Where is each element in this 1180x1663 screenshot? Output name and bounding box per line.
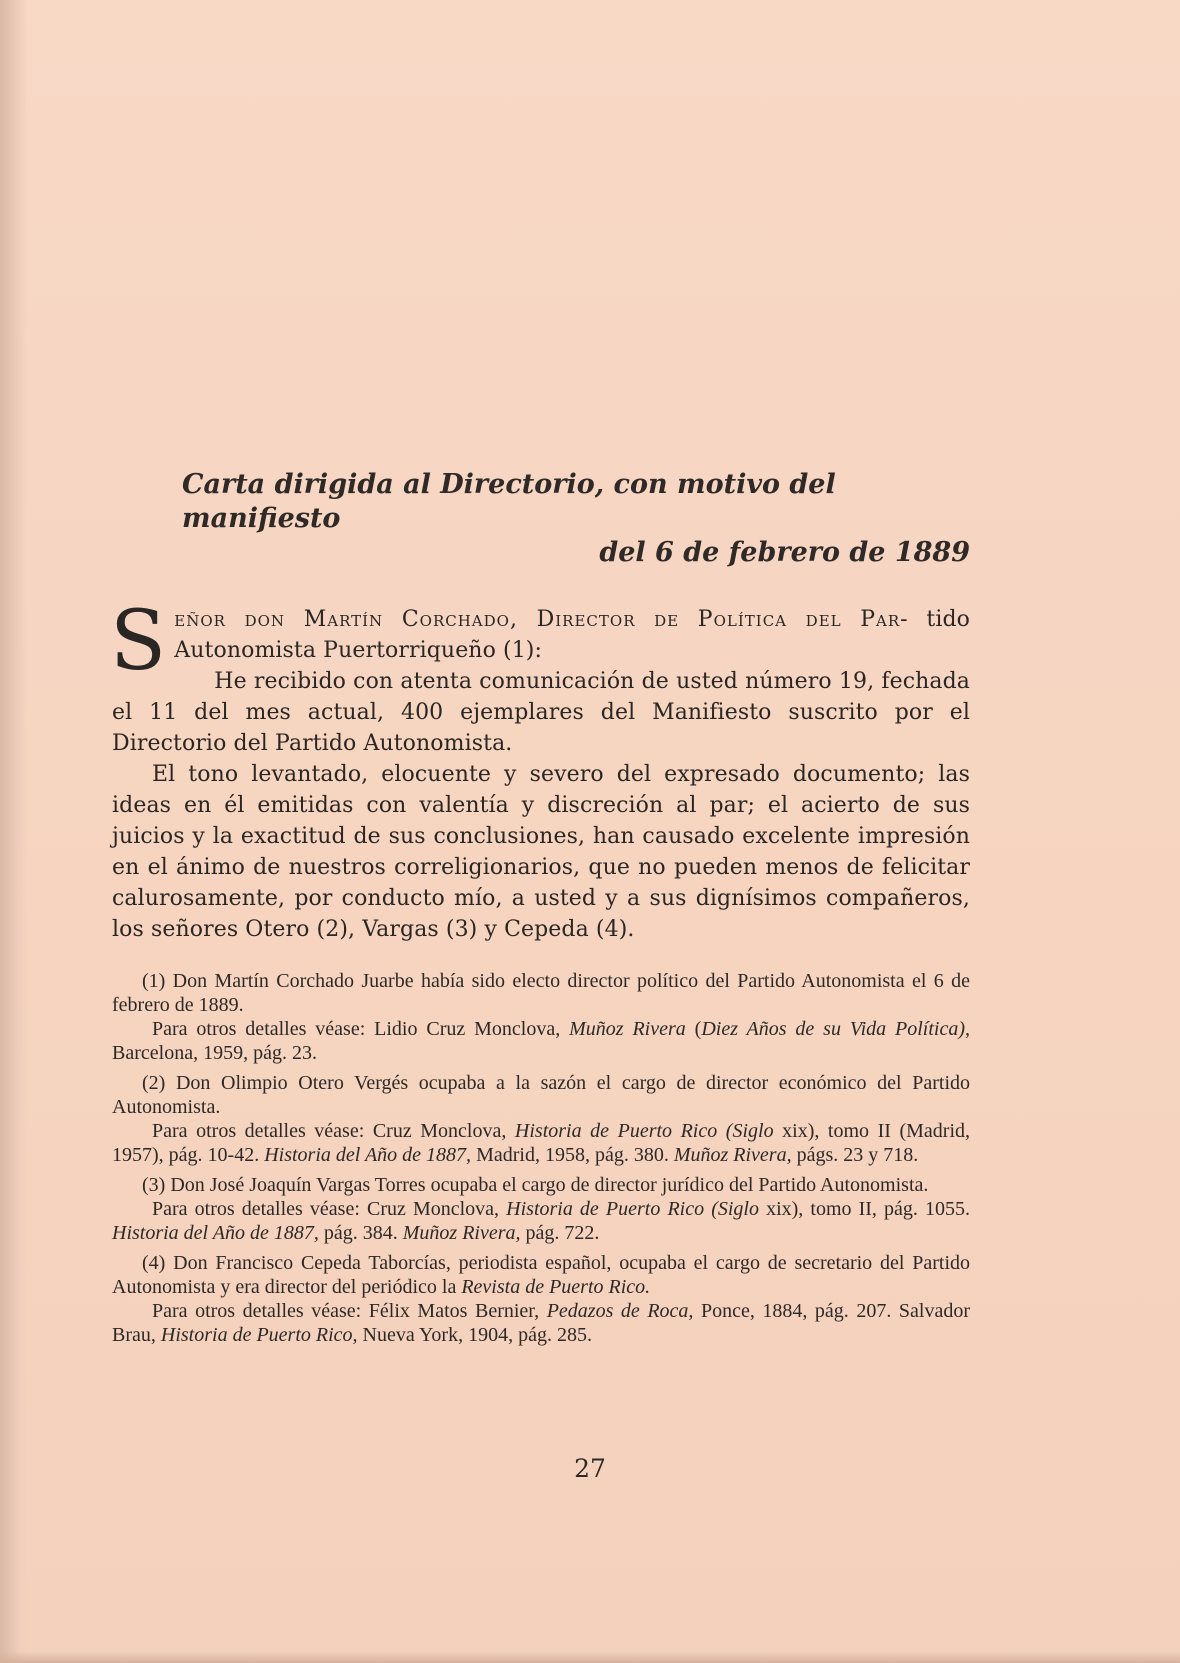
footnote-2-more-suffix: págs. 23 y 718. [791, 1144, 919, 1166]
footnote-2 [112, 1071, 970, 1167]
footnote-1 [112, 969, 970, 1065]
salutation-rest: tido Autonomista Puertorriqueño (1): [174, 607, 970, 663]
footnote-1-more [112, 1017, 970, 1065]
footnote-4-more [112, 1299, 970, 1347]
letter-title [182, 468, 970, 570]
footnote-2-more-mid-2: Madrid, 1958, pág. 380. [471, 1144, 674, 1166]
footnote-4-work-title-1: Pedazos de Roca, [546, 1300, 694, 1322]
footnote-1-more-mid: ( [685, 1018, 702, 1040]
footnote-3-more-mid-2: pág. 384. [318, 1222, 403, 1244]
footnote-1-more-prefix: Para otros detalles véase: Lidio Cruz Monclova, [152, 1018, 570, 1040]
footnote-4 [112, 1251, 970, 1347]
footnote-1-work-title: Muñoz Rivera [569, 1018, 686, 1040]
footnote-3-work-title-3: Muñoz Rivera, [402, 1222, 521, 1244]
footnote-2-more-mid-1: xix), tomo II (Madrid, 1957), pág. 10-42. [112, 1120, 971, 1166]
footnote-2-work-title-2: Historia del Año de 1887, [264, 1144, 472, 1166]
page-bottom-edge [0, 1651, 1180, 1663]
paragraph-1: He recibido con atenta comunicación de usted número 19, fechada el 11 del mes actual, 400 ejemplares del Manifiesto suscrito por el Directorio del Partido Autonomista. [112, 669, 970, 756]
footnotes [112, 969, 970, 1347]
page-number: 27 [574, 1454, 606, 1483]
footnote-4-periodical-title: Revista de Puerto Rico. [461, 1276, 651, 1298]
footnote-4-more-prefix: Para otros detalles véase: Félix Matos Bernier, [152, 1300, 547, 1322]
footnote-3-more-mid-1: xix), tomo II, pág. 1055. [758, 1198, 970, 1220]
footnote-4-work-title-2: Historia de Puerto Rico, [160, 1324, 358, 1346]
page-content [112, 468, 970, 1353]
page-left-edge [0, 0, 28, 1663]
footnote-4-more-suffix: Nueva York, 1904, pág. 285. [357, 1324, 592, 1346]
footnote-2-more [112, 1119, 970, 1167]
footnote-2-main: (2) Don Olimpio Otero Vergés ocupaba a la sazón el cargo de director económico del Partido Autonomista. [112, 1072, 970, 1118]
footnote-4-main [112, 1251, 970, 1299]
footnote-3-more-suffix: pág. 722. [520, 1222, 600, 1244]
salutation-caps: eñor don Martín Corchado, Director de Política del Par- [174, 607, 909, 632]
salutation [110, 594, 970, 689]
footnote-4-main-prefix: (4) Don Francisco Cepeda Taborcías, periodista español, ocupaba el cargo de secretario del Partido Autonomista y era director del periódico la [112, 1252, 970, 1298]
footnote-4-more-mid-1: Ponce, 1884, pág. 207. Salvador Brau, [112, 1300, 970, 1346]
footnote-1-main: (1) Don Martín Corchado Juarbe había sido electo director político del Partido Autonomista el 6 de febrero de 1889. [112, 970, 970, 1016]
drop-cap: S [110, 594, 167, 689]
footnote-3-more [112, 1197, 970, 1245]
footnote-3-more-prefix: Para otros detalles véase: Cruz Monclova, [152, 1198, 507, 1220]
paragraph-2: El tono levantado, elocuente y severo del expresado documento; las ideas en él emitidas con valentía y discreción al par; el acierto de sus juicios y la exactitud de sus conclusiones, han causado excelente impresión en el ánimo de nuestros correligionarios, que no pueden menos de felicitar calurosamente, por conducto mío, a usted y a sus dignísimos compañeros, los señores Otero (2), Vargas (3) y Cepeda (4). [112, 762, 970, 942]
footnote-3-main: (3) Don José Joaquín Vargas Torres ocupaba el cargo de director jurídico del Partido Autonomista. [142, 1174, 929, 1196]
footnote-3-work-title-2: Historia del Año de 1887, [112, 1222, 319, 1244]
footnote-2-work-title-1: Historia de Puerto Rico (Siglo [514, 1120, 774, 1142]
footnote-2-work-title-3: Muñoz Rivera, [673, 1144, 792, 1166]
footnote-1-work-subtitle: Diez Años de su Vida Política), [701, 1018, 970, 1040]
title-line-2: del 6 de febrero de 1889 [599, 537, 970, 568]
footnote-3-work-title-1: Historia de Puerto Rico (Siglo [506, 1198, 759, 1220]
footnote-3 [112, 1173, 970, 1245]
footnote-1-more-suffix: Barcelona, 1959, pág. 23. [112, 1042, 317, 1064]
letter-body [110, 594, 970, 945]
footnote-2-more-prefix: Para otros detalles véase: Cruz Monclova, [152, 1120, 515, 1142]
title-line-1: Carta dirigida al Directorio, con motivo del manifiesto [182, 469, 836, 534]
